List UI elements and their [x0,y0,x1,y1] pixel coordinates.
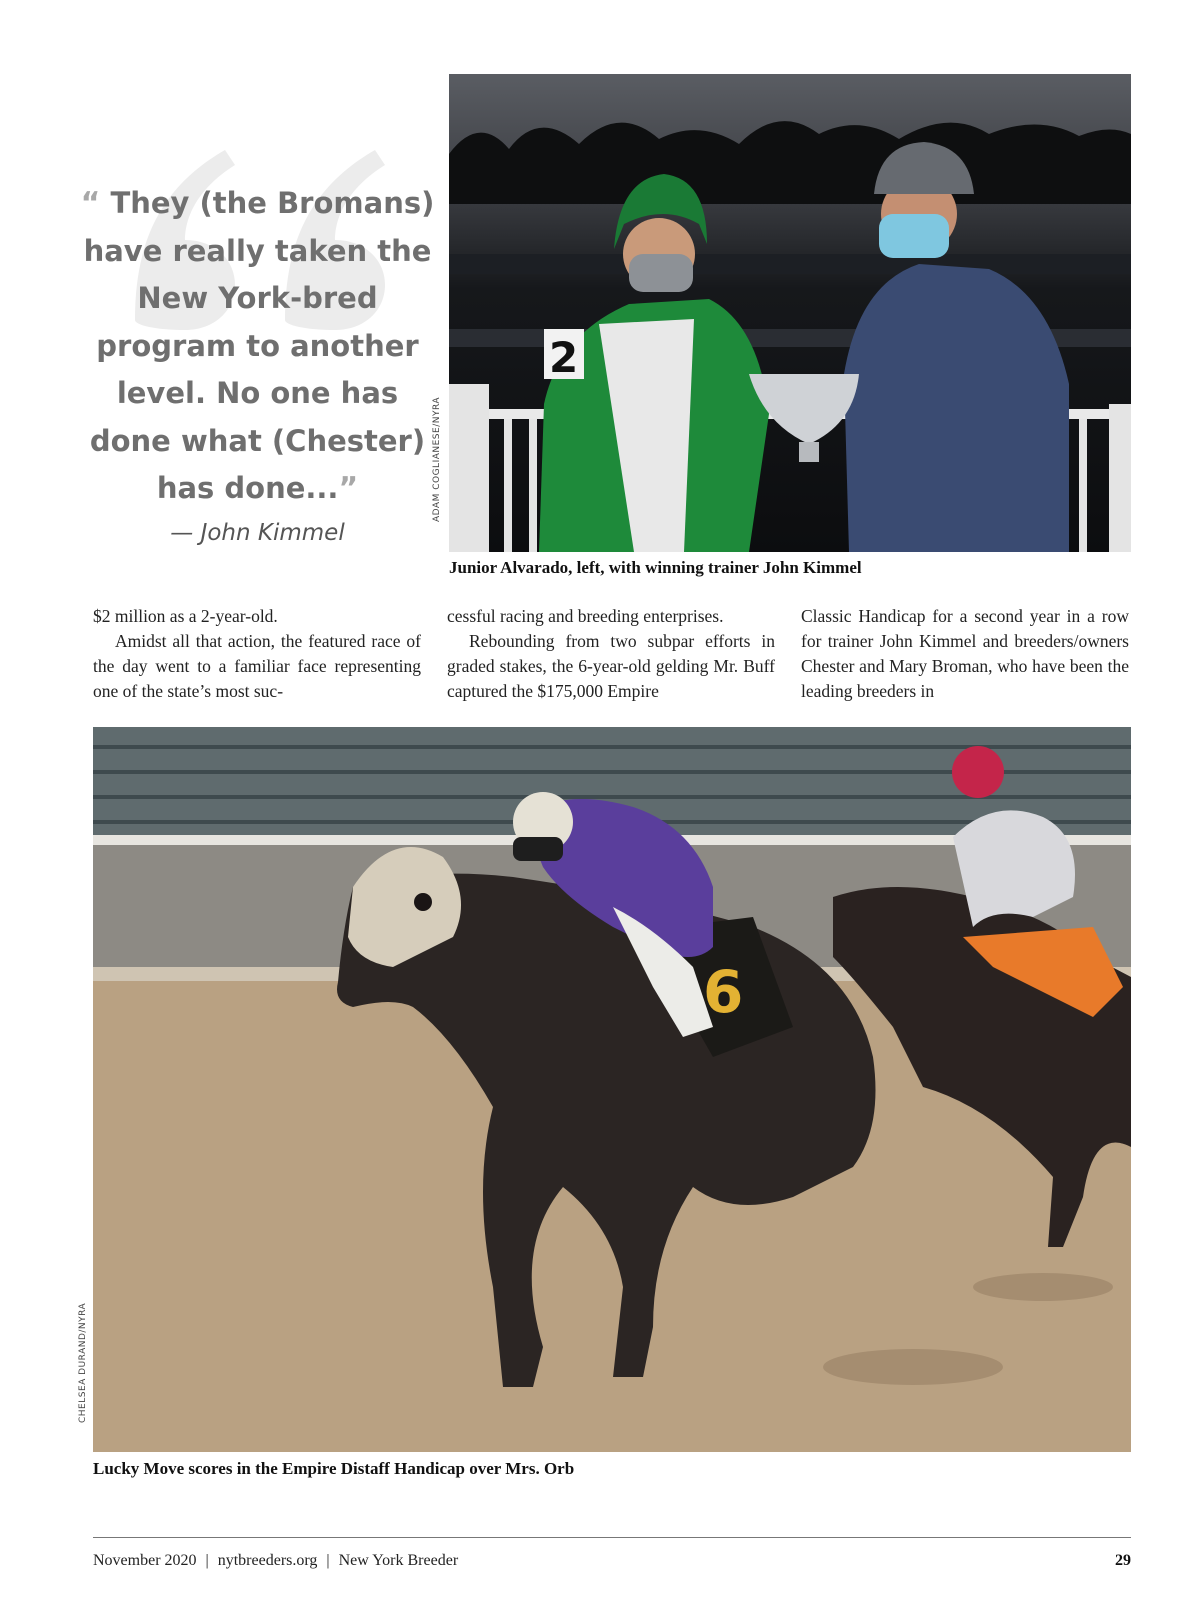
photo-credit-bottom: CHELSEA DURAND/NYRA [78,1302,88,1423]
footer-site: nytbreeders.org [217,1552,318,1569]
article-column-3 [801,604,1129,704]
footer-divider [93,1537,1131,1538]
pull-quote-body: They (the Bromans) have really taken the New York-bred program to another level. No one has done what (Chester) has done... [83,186,435,505]
photo-horse-race [93,727,1131,1452]
paragraph: cessful racing and breeding enterprises. [447,606,724,626]
article-column-2 [447,604,775,704]
svg-text:6: 6 [703,958,744,1026]
footer-publication: New York Breeder [338,1552,459,1569]
footer-date: November 2020 [93,1552,197,1569]
paragraph: Amidst all that action, the featured race of the day went to a familiar face representing one of the state’s most suc- [93,631,421,701]
photo-credit-top: ADAM COGLIANESE/NYRA [432,396,442,522]
page-number: 29 [1115,1552,1131,1569]
photo-trophy-presentation [449,74,1131,552]
caption-top: Junior Alvarado, left, with winning trainer John Kimmel [449,558,862,577]
paragraph: Classic Handicap for a second year in a row for trainer John Kimmel and breeders/owners Chester and Mary Broman, who have been the leading breeders in [801,606,1129,701]
pull-quote-attribution: — John Kimmel [170,520,345,546]
pull-quote [80,130,435,560]
open-quote-mark: “ [80,186,101,221]
pull-quote-text [80,180,435,513]
caption-bottom: Lucky Move scores in the Empire Distaff Handicap over Mrs. Orb [93,1459,575,1478]
paragraph: $2 million as a 2-year-old. [93,606,278,626]
article-column-1 [93,604,421,704]
paragraph: Rebounding from two subpar efforts in graded stakes, the 6-year-old gelding Mr. Buff captured the $175,000 Empire [447,631,775,701]
page-footer: November 2020 | nytbreeders.org | New York Breeder [93,1552,459,1569]
close-quote-mark: ” [338,471,359,506]
svg-text:2: 2 [549,333,579,382]
